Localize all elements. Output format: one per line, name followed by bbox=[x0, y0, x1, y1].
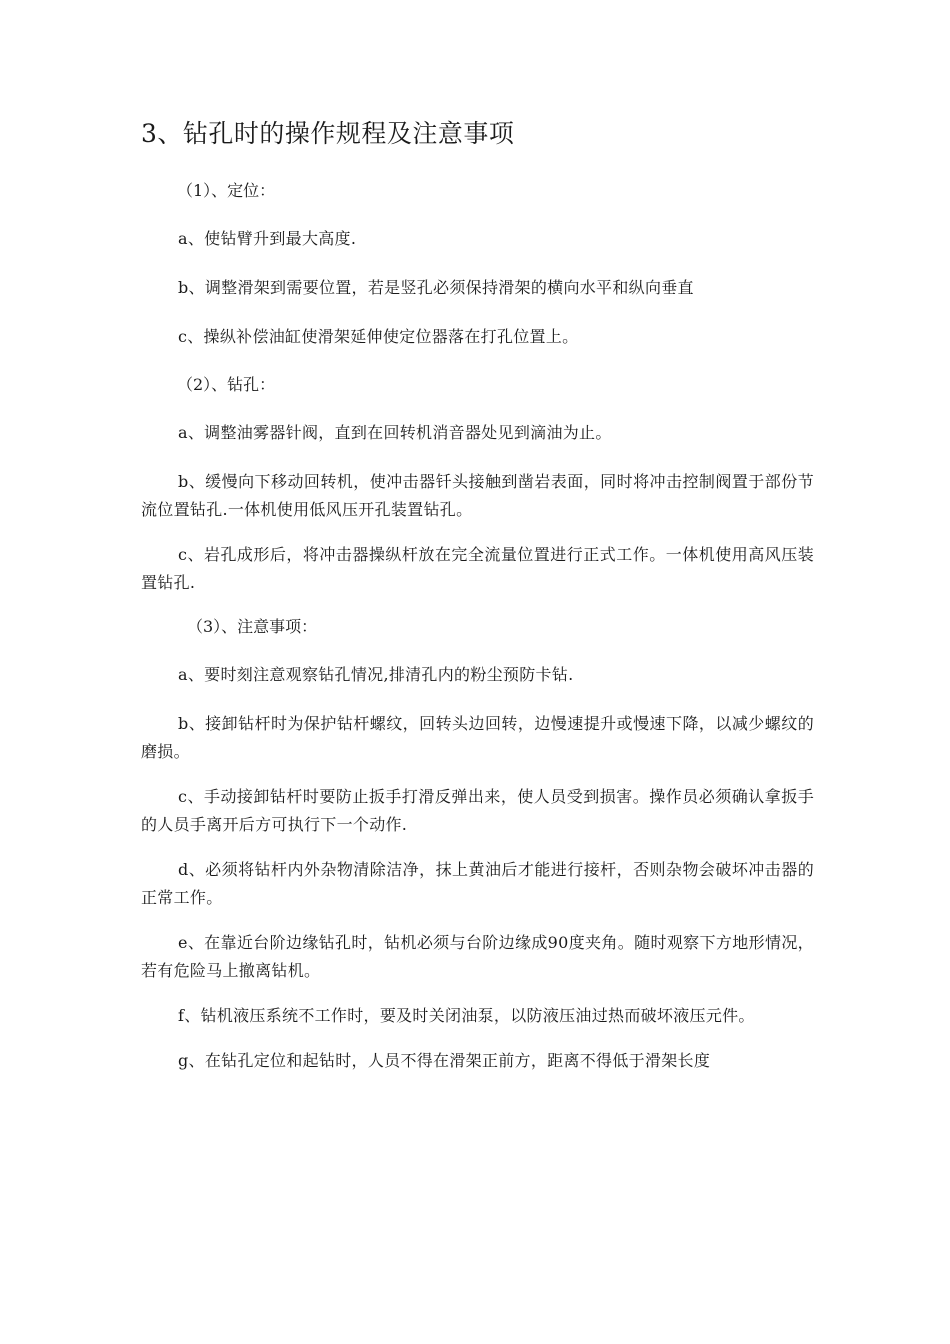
paragraph: c、操纵补偿油缸使滑架延伸使定位器落在打孔位置上。 bbox=[178, 327, 579, 346]
paragraph: a、使钻臂升到最大高度. bbox=[178, 229, 357, 248]
paragraph: d、必须将钻杆内外杂物清除洁净，抹上黄油后才能进行接杆，否则杂物会破坏冲击器的正常工作。 bbox=[141, 860, 814, 907]
paragraph: c、岩孔成形后，将冲击器操纵杆放在完全流量位置进行正式工作。一体机使用高风压装置钻孔. bbox=[141, 545, 814, 592]
section-heading-positioning: （1）、定位： bbox=[177, 181, 276, 200]
paragraph: g、在钻孔定位和起钻时，人员不得在滑架正前方，距离不得低于滑架长度 bbox=[178, 1051, 711, 1070]
section-heading-precautions: （3）、注意事项： bbox=[187, 617, 318, 636]
page-title: 3、钻孔时的操作规程及注意事项 bbox=[141, 119, 515, 148]
paragraph: f、钻机液压系统不工作时，要及时关闭油泵，以防液压油过热而破坏液压元件。 bbox=[178, 1006, 755, 1025]
paragraph: a、要时刻注意观察钻孔情况,排清孔内的粉尘预防卡钻. bbox=[178, 665, 574, 684]
section-heading-drilling: （2）、钻孔： bbox=[177, 375, 276, 394]
paragraph: b、调整滑架到需要位置，若是竖孔必须保持滑架的横向水平和纵向垂直 bbox=[178, 278, 694, 297]
paragraph: e、在靠近台阶边缘钻孔时，钻机必须与台阶边缘成90度夹角。随时观察下方地形情况，若有危险马上撤离钻机。 bbox=[141, 933, 814, 980]
paragraph: b、缓慢向下移动回转机，使冲击器钎头接触到凿岩表面，同时将冲击控制阀置于部份节流位置钻孔.一体机使用低风压开孔装置钻孔。 bbox=[141, 472, 814, 519]
paragraph: c、手动接卸钻杆时要防止扳手打滑反弹出来，使人员受到损害。操作员必须确认拿扳手的人员手离开后方可执行下一个动作. bbox=[141, 787, 814, 834]
paragraph: a、调整油雾器针阀，直到在回转机消音器处见到滴油为止。 bbox=[178, 423, 612, 442]
paragraph: b、接卸钻杆时为保护钻杆螺纹，回转头边回转，边慢速提升或慢速下降，以减少螺纹的磨损。 bbox=[141, 714, 814, 761]
